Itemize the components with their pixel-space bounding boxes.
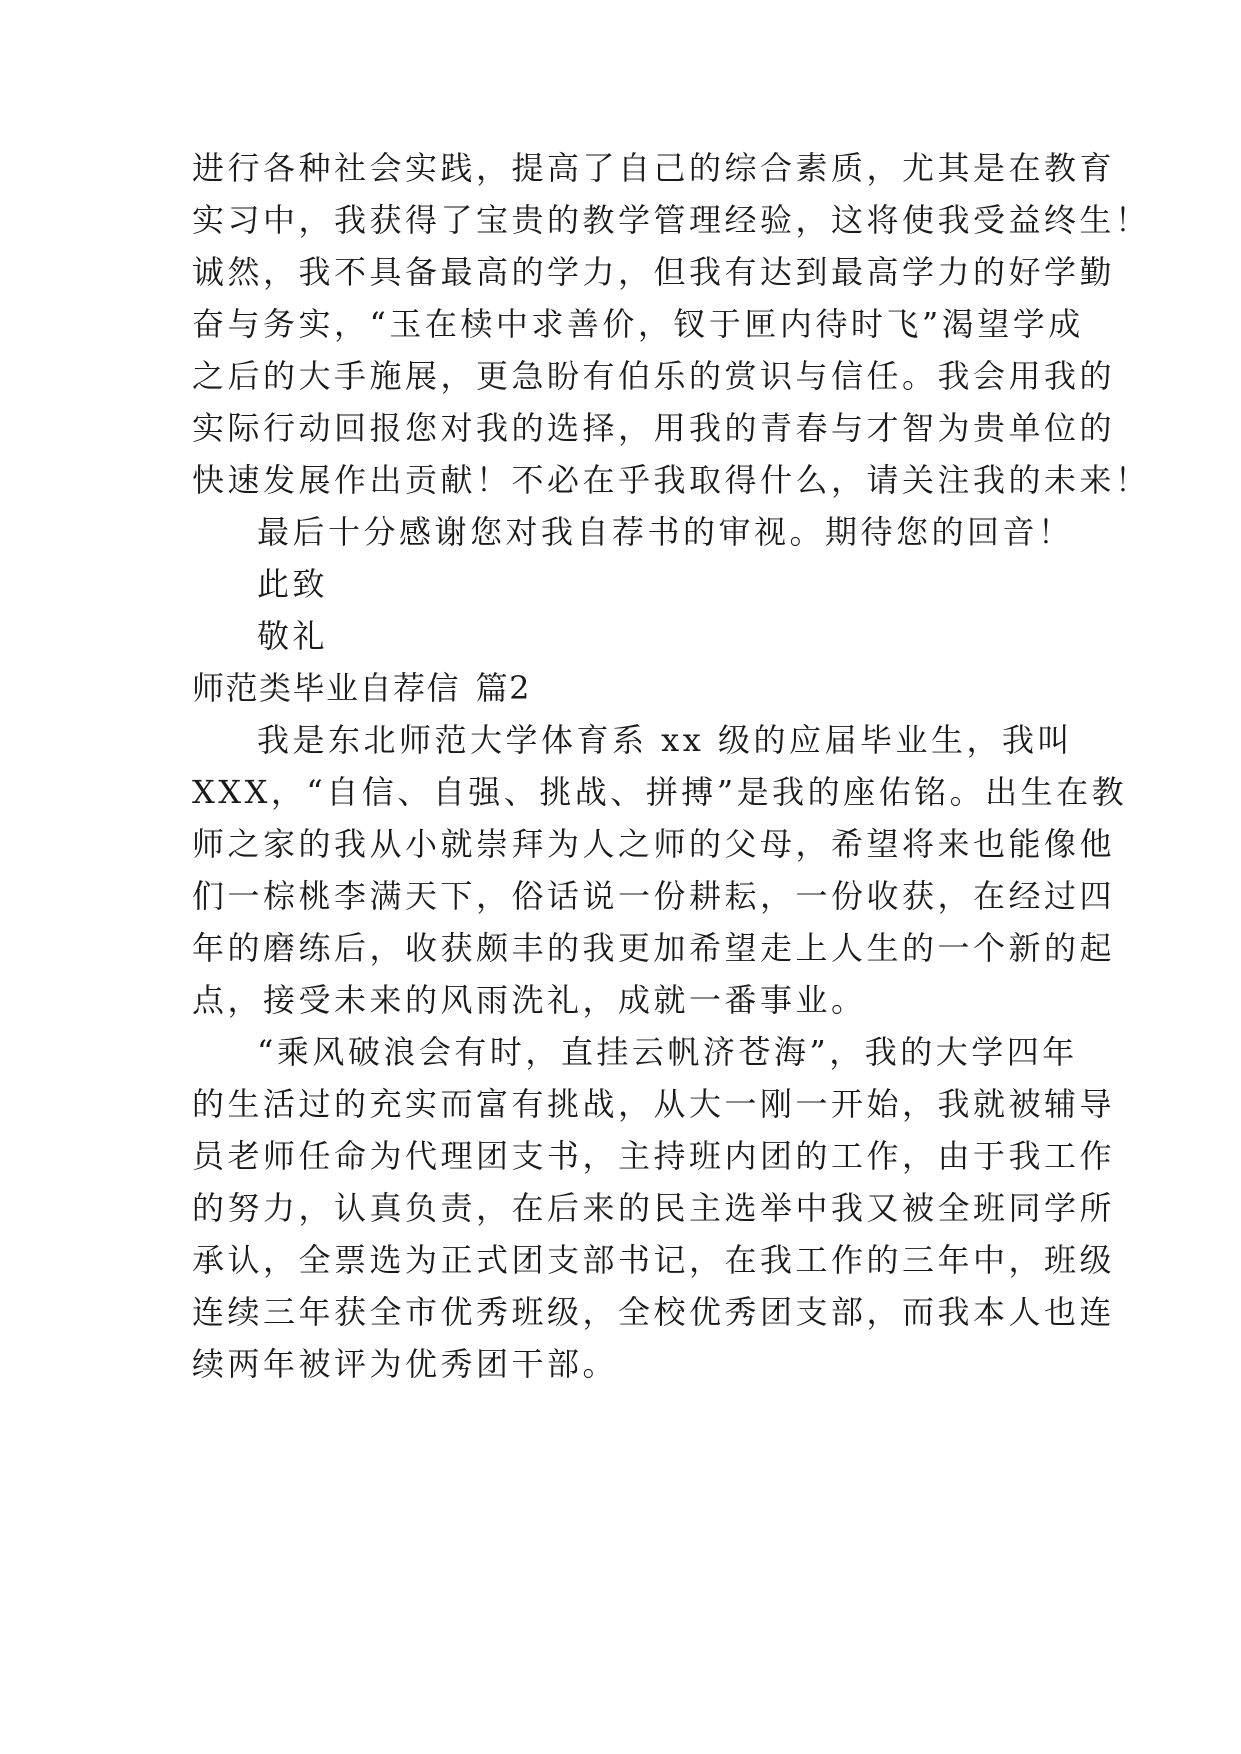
salutation-line: 敬礼 bbox=[257, 617, 329, 655]
body-text-line: XXX，“自信、自强、挑战、拼搏”是我的座佑铭。出生在教 bbox=[192, 773, 1128, 811]
body-text-line: 续两年被评为优秀团干部。 bbox=[192, 1345, 619, 1383]
salutation-line: 此致 bbox=[257, 565, 329, 603]
closing-sentence: 最后十分感谢您对我自荐书的审视。期待您的回音！ bbox=[257, 513, 1074, 551]
body-text-line: 点，接受未来的风雨洗礼，成就一番事业。 bbox=[192, 981, 867, 1019]
body-text-line: 员老师任命为代理团支书，主持班内团的工作，由于我工作 bbox=[192, 1137, 1116, 1175]
body-text-line: 诚然，我不具备最高的学力，但我有达到最高学力的好学勤 bbox=[192, 253, 1116, 291]
body-text-line: 的生活过的充实而富有挑战，从大一刚一开始，我就被辅导 bbox=[192, 1085, 1116, 1123]
body-text-line: 奋与务实，“玉在椟中求善价，钗于匣内待时飞”渴望学成 bbox=[192, 305, 1084, 343]
body-text-line: 实习中，我获得了宝贵的教学管理经验，这将使我受益终生！ bbox=[192, 201, 1151, 239]
body-text-line: 进行各种社会实践，提高了自己的综合素质，尤其是在教育 bbox=[192, 149, 1116, 187]
section-title: 师范类毕业自荐信 篇2 bbox=[192, 669, 532, 707]
body-text-line: 快速发展作出贡献！不必在乎我取得什么，请关注我的未来！ bbox=[192, 461, 1151, 499]
body-text-line: 的努力，认真负责，在后来的民主选举中我又被全班同学所 bbox=[192, 1189, 1116, 1227]
body-text-line: 实际行动回报您对我的选择，用我的青春与才智为贵单位的 bbox=[192, 409, 1116, 447]
body-text-line: 年的磨练后，收获颇丰的我更加希望走上人生的一个新的起 bbox=[192, 929, 1116, 967]
body-text-line: 之后的大手施展，更急盼有伯乐的赏识与信任。我会用我的 bbox=[192, 357, 1116, 395]
body-text-line: 承认，全票选为正式团支部书记，在我工作的三年中，班级 bbox=[192, 1241, 1116, 1279]
body-text-line: 们一棕桃李满天下，俗话说一份耕耘，一份收获，在经过四 bbox=[192, 877, 1116, 915]
body-text-line: “乘风破浪会有时，直挂云帆济苍海”，我的大学四年 bbox=[257, 1033, 1078, 1071]
body-text-line: 我是东北师范大学体育系 xx 级的应届毕业生，我叫 bbox=[257, 721, 1073, 759]
body-text-line: 师之家的我从小就崇拜为人之师的父母，希望将来也能像他 bbox=[192, 825, 1116, 863]
body-text-line: 连续三年获全市优秀班级，全校优秀团支部，而我本人也连 bbox=[192, 1293, 1116, 1331]
